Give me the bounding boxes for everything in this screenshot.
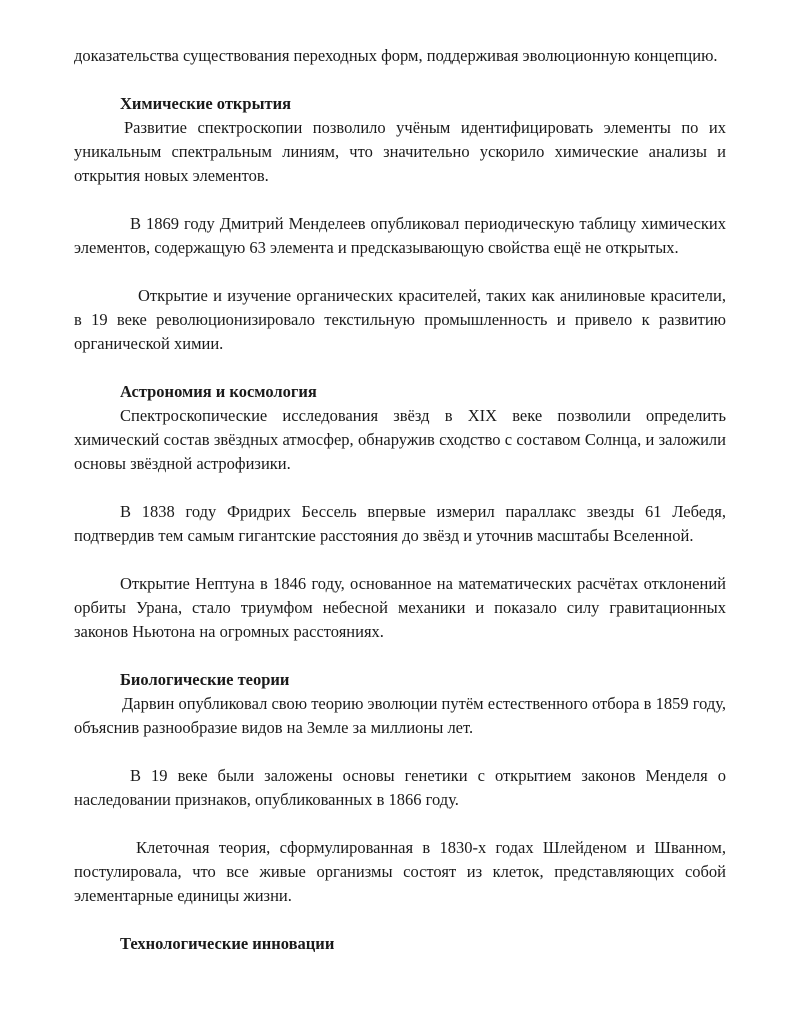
document-page [74,44,726,956]
paragraph: Открытие Нептуна в 1846 году, основанное на математических расчётах отклонений орбиты Урана, стало триумфом небесной механики и показало силу гравитационных законов Ньютона на огромных расстояниях. [74,574,726,641]
paragraph: Открытие и изучение органических красителей, таких как анилиновые красители, в 19 веке революционизировало текстильную промышленность и привело к развитию органической химии. [74,286,726,353]
paragraph: Дарвин опубликовал свою теорию эволюции путём естественного отбора в 1859 году, объяснив разнообразие видов на Земле за миллионы лет. [74,694,726,737]
paragraph: В 1869 году Дмитрий Менделеев опубликовал периодическую таблицу химических элементов, содержащую 63 элемента и предсказывающую свойства ещё не открытых. [74,214,726,257]
paragraph: Клеточная теория, сформулированная в 1830-х годах Шлейденом и Шванном, постулировала, что все живые организмы состоят из клеток, представляющих собой элементарные единицы жизни. [74,838,726,905]
paragraph: Спектроскопические исследования звёзд в XIX веке позволили определить химический состав звёздных атмосфер, обнаружив сходство с составом Солнца, и заложили основы звёздной астрофизики. [74,406,726,473]
section-heading-astronomy: Астрономия и космология [120,382,317,401]
paragraph: Развитие спектроскопии позволило учёным идентифицировать элементы по их уникальным спектральным линиям, что значительно ускорило химические анализы и открытия новых элементов. [74,118,726,185]
section-heading-chemistry: Химические открытия [120,94,292,113]
paragraph: В 19 веке были заложены основы генетики с открытием законов Менделя о наследовании признаков, опубликованных в 1866 году. [74,766,726,809]
intro-paragraph: доказательства существования переходных форм, поддерживая эволюционную концепцию. [74,46,718,65]
section-heading-biology: Биологические теории [120,670,290,689]
section-heading-technology: Технологические инновации [120,934,335,953]
paragraph: В 1838 году Фридрих Бессель впервые измерил параллакс звезды 61 Лебедя, подтвердив тем самым гигантские расстояния до звёзд и уточнив масштабы Вселенной. [74,502,726,545]
